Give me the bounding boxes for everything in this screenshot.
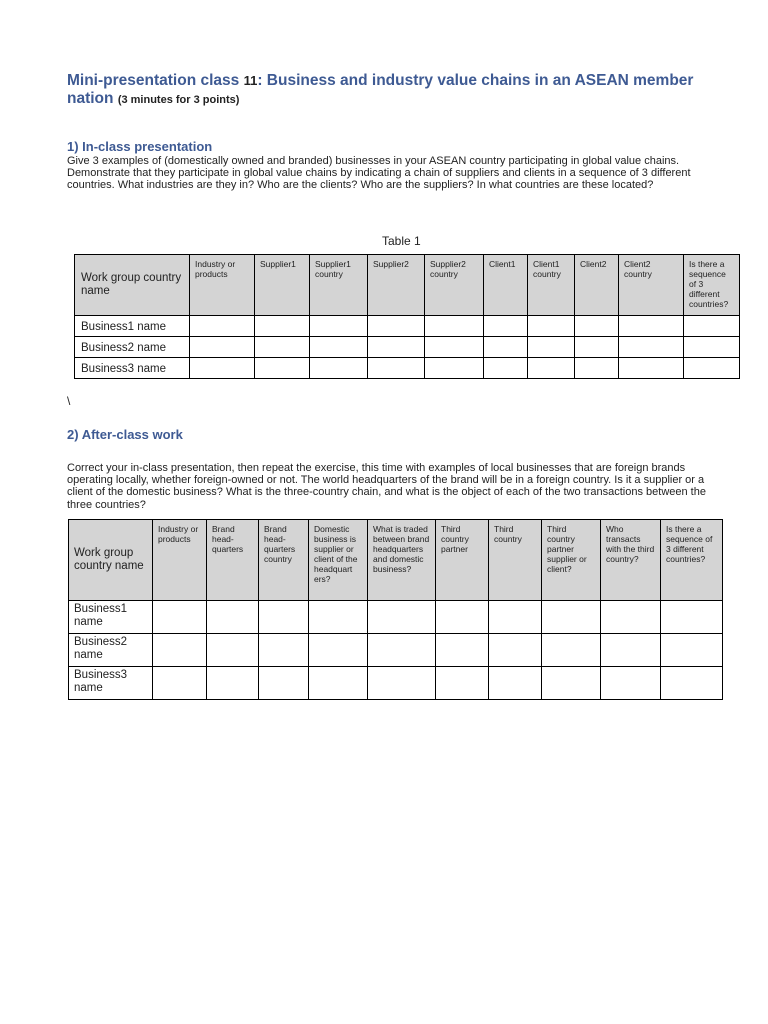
table-cell[interactable] (528, 337, 575, 358)
table-cell[interactable] (309, 667, 368, 700)
table2-header-third-country: Third country (489, 520, 542, 601)
table-cell[interactable] (542, 667, 601, 700)
table-cell[interactable] (190, 337, 255, 358)
table-cell[interactable] (255, 316, 310, 337)
table2-header-industry: Industry or products (153, 520, 207, 601)
document-title (67, 72, 717, 109)
section1-paragraph: Give 3 examples of (domestically owned and branded) businesses in your ASEAN country participating in global value chains. Demonstrate that they participate in global value chains by indicating a chain of suppliers and clients in a sequence of 3 different countries. What industries are they in? Who are the clients? Who are the suppliers? In what countries are these located? (67, 155, 691, 192)
table-cell[interactable] (436, 667, 489, 700)
table1-header-client1-country: Client1 country (528, 255, 575, 316)
table-cell[interactable] (259, 601, 309, 634)
table-cell[interactable] (259, 667, 309, 700)
table-cell[interactable] (368, 601, 436, 634)
table-cell[interactable] (684, 358, 740, 379)
table-cell[interactable] (484, 358, 528, 379)
table-cell[interactable] (309, 634, 368, 667)
table2 (68, 519, 723, 700)
table-cell[interactable] (489, 634, 542, 667)
table-cell[interactable] (207, 634, 259, 667)
table2-header-brand-hq: Brand head-quarters (207, 520, 259, 601)
table2-row-label: Business3 name (69, 667, 153, 700)
title-rest: : Business and industry value chains in an ASEAN member nation (67, 72, 694, 107)
table1-row-label: Business2 name (75, 337, 190, 358)
table-cell[interactable] (153, 601, 207, 634)
table-cell[interactable] (684, 337, 740, 358)
table-cell[interactable] (153, 634, 207, 667)
table-row (69, 601, 723, 634)
table-cell[interactable] (601, 634, 661, 667)
table2-header-what-traded: What is traded between brand headquarters and domestic business? (368, 520, 436, 601)
table-cell[interactable] (425, 358, 484, 379)
table-cell[interactable] (310, 337, 368, 358)
title-class-number: 11 (243, 73, 258, 88)
table2-header-brand-hq-country: Brand head-quarters country (259, 520, 309, 601)
section2-paragraph: Correct your in-class presentation, then repeat the exercise, this time with examples of local businesses that are foreign brands operating locally, whether foreign-owned or not. The world headquarters of the brand will be in a foreign country. Is it a supplier or a client of the domestic business? What is the three-country chain, and what is the object of each of the two transactions between the three countries? (67, 462, 706, 511)
table-cell[interactable] (255, 358, 310, 379)
table-cell[interactable] (425, 316, 484, 337)
table-cell[interactable] (190, 316, 255, 337)
section2-heading: 2) After-class work (67, 427, 183, 442)
table-cell[interactable] (575, 358, 619, 379)
table2-header-domestic-role: Domestic business is supplier or client of the headquart ers? (309, 520, 368, 601)
table-cell[interactable] (190, 358, 255, 379)
title-subtitle: (3 minutes for 3 points) (117, 94, 240, 106)
table-cell[interactable] (309, 601, 368, 634)
table-cell[interactable] (207, 667, 259, 700)
table1-header-client2: Client2 (575, 255, 619, 316)
table2-header-third-role: Third country partner supplier or client? (542, 520, 601, 601)
table-cell[interactable] (489, 667, 542, 700)
table-cell[interactable] (310, 358, 368, 379)
table1-header-supplier1-country: Supplier1 country (310, 255, 368, 316)
table-cell[interactable] (489, 601, 542, 634)
table-cell[interactable] (542, 601, 601, 634)
table1-header-industry: Industry or products (190, 255, 255, 316)
table-cell[interactable] (259, 634, 309, 667)
table2-row-label: Business1 name (69, 601, 153, 634)
table-cell[interactable] (484, 316, 528, 337)
table1-header-sequence: Is there a sequence of 3 different countries? (684, 255, 740, 316)
table-cell[interactable] (661, 667, 723, 700)
table-cell[interactable] (368, 358, 425, 379)
table2-header-third-partner: Third country partner (436, 520, 489, 601)
table1-header-client1: Client1 (484, 255, 528, 316)
title-main: Mini-presentation class (67, 72, 244, 89)
table-cell[interactable] (368, 337, 425, 358)
table2-header-sequence: Is there a sequence of 3 different countries? (661, 520, 723, 601)
table1-header-supplier2-country: Supplier2 country (425, 255, 484, 316)
table-cell[interactable] (575, 316, 619, 337)
table-row (69, 667, 723, 700)
table-cell[interactable] (575, 337, 619, 358)
table-cell[interactable] (601, 667, 661, 700)
table-cell[interactable] (436, 634, 489, 667)
table-cell[interactable] (661, 634, 723, 667)
table-cell[interactable] (368, 634, 436, 667)
section1-heading: 1) In-class presentation (67, 139, 213, 154)
table1-header-supplier2: Supplier2 (368, 255, 425, 316)
table-cell[interactable] (528, 316, 575, 337)
table-cell[interactable] (368, 316, 425, 337)
table-cell[interactable] (661, 601, 723, 634)
table1-row-label: Business1 name (75, 316, 190, 337)
table-cell[interactable] (619, 358, 684, 379)
table1-row-label: Business3 name (75, 358, 190, 379)
table-cell[interactable] (207, 601, 259, 634)
table2-header-who-transacts: Who transacts with the third country? (601, 520, 661, 601)
table-cell[interactable] (542, 634, 601, 667)
table-row (75, 358, 740, 379)
table-cell[interactable] (153, 667, 207, 700)
table2-header-workgroup: Work group country name (69, 520, 153, 601)
stray-mark: \ (67, 394, 71, 408)
table-cell[interactable] (601, 601, 661, 634)
table-cell[interactable] (528, 358, 575, 379)
table-cell[interactable] (619, 337, 684, 358)
table-cell[interactable] (436, 601, 489, 634)
table1-header-row (75, 255, 740, 316)
table2-row-label: Business2 name (69, 634, 153, 667)
table-cell[interactable] (255, 337, 310, 358)
table-cell[interactable] (425, 337, 484, 358)
table-row (69, 634, 723, 667)
table1-caption: Table 1 (382, 234, 421, 248)
table1-header-supplier1: Supplier1 (255, 255, 310, 316)
table-cell[interactable] (484, 337, 528, 358)
table-row (75, 316, 740, 337)
table-cell[interactable] (310, 316, 368, 337)
table1 (74, 254, 740, 379)
table-cell[interactable] (368, 667, 436, 700)
table-cell[interactable] (684, 316, 740, 337)
table-row (75, 337, 740, 358)
table1-header-workgroup: Work group country name (75, 255, 190, 316)
table2-header-row (69, 520, 723, 601)
table-cell[interactable] (619, 316, 684, 337)
table1-header-client2-country: Client2 country (619, 255, 684, 316)
